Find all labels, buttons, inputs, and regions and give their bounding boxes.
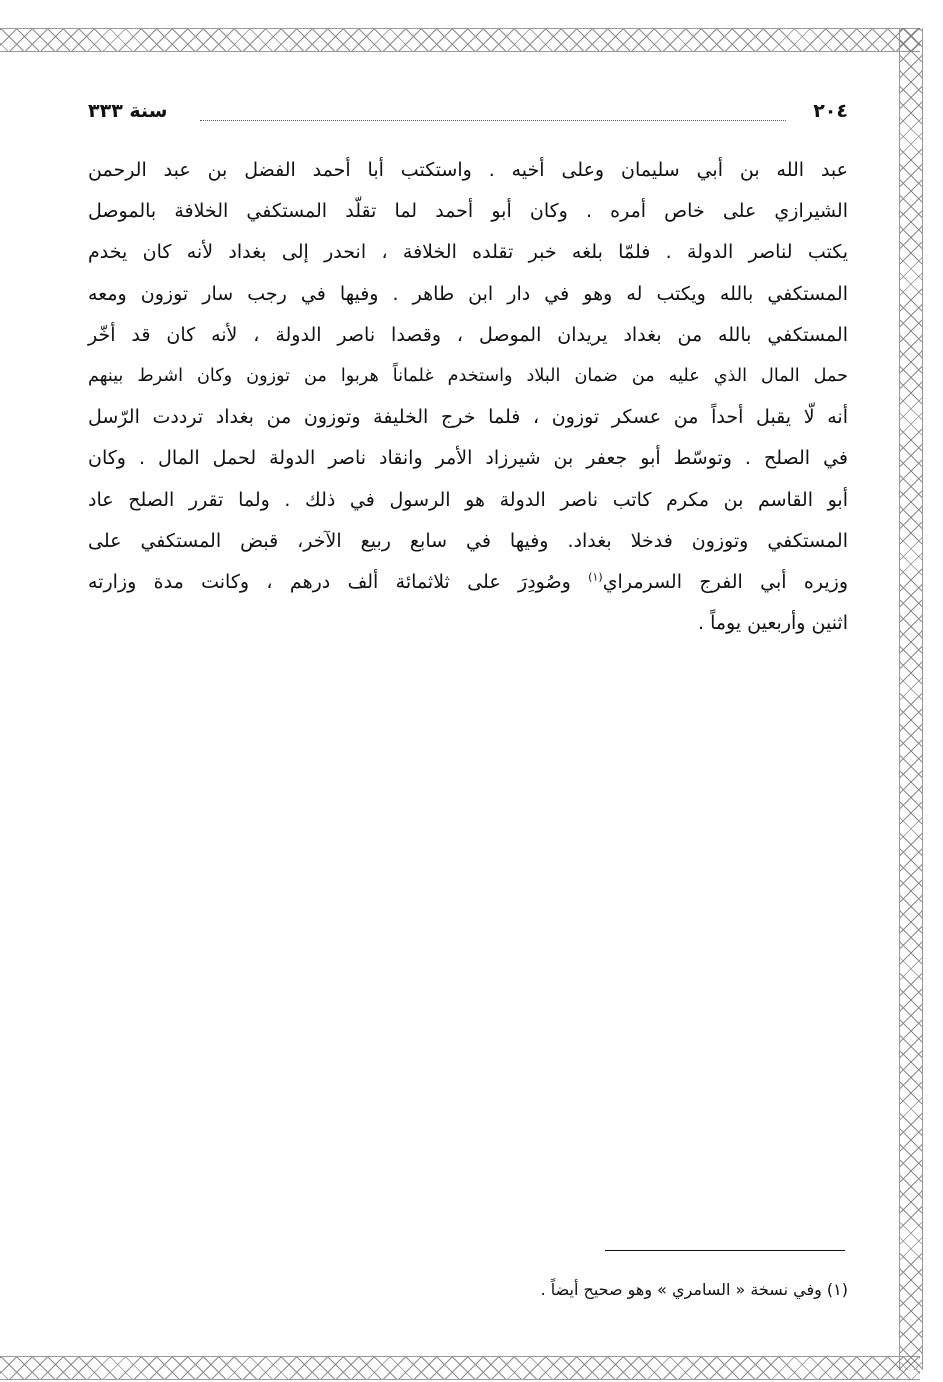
text-line: أنه لّا يقبل أحداً من عسكر توزون ، فلما خرج الخليفة وتوزون من بغداد ترددت الرّسل <box>88 406 848 429</box>
text-line: المستكفي بالله ويكتب له وهو في دار ابن طاهر . وفيها في رجب سار توزون ومعه <box>88 282 848 305</box>
text-line: يكتب لناصر الدولة . فلمّا بلغه خبر تقلده الخلافة ، انحدر إلى بغداد لأنه كان يخدم <box>88 241 848 264</box>
running-header <box>88 100 848 130</box>
text-line-with-footnote <box>88 562 848 603</box>
text-line: اثنين وأربعين يوماً . <box>697 612 848 635</box>
page-number: ٢٠٤ <box>813 100 848 122</box>
text-line: أبو القاسم بن مكرم كاتب ناصر الدولة هو الرسول في ذلك . ولما تقرر الصلح عاد <box>88 488 848 511</box>
text-line: المستكفي بالله من بغداد يريدان الموصل ، وقصدا ناصر الدولة ، لأنه كان قد أخّر <box>88 323 848 346</box>
text-segment: وزيره أبي الفرج السرمراي <box>602 571 848 594</box>
text-line: في الصلح . وتوسّط أبو جعفر بن شيرزاد الأمر وانقاد ناصر الدولة لحمل المال . وكان <box>88 447 848 470</box>
footnote-marker: (١) <box>588 570 603 584</box>
header-dotted-rule <box>200 120 786 121</box>
footnote: (١) وفي نسخة « السامري » وهو صحيح أيضاً . <box>540 1280 848 1299</box>
footnote-separator <box>605 1250 845 1251</box>
decorative-border-bottom <box>0 1356 920 1380</box>
decorative-border-top <box>0 28 920 52</box>
text-line: الشيرازي على خاص أمره . وكان أبو أحمد لما تقلّد المستكفي الخلافة بالموصل <box>88 200 848 223</box>
body-text <box>88 150 848 644</box>
decorative-border-right <box>899 28 923 1370</box>
text-line: حمل المال الذي عليه من ضمان البلاد واستخدم غلماناً هربوا من توزون وكان اشرط بينهم <box>88 366 848 387</box>
text-segment: وصُودِرَ على ثلاثمائة ألف درهم ، وكانت مدة وزارته <box>88 571 571 594</box>
text-line: عبد الله بن أبي سليمان وعلى أخيه . واستكتب أبا أحمد الفضل بن عبد الرحمن <box>88 159 848 181</box>
text-line: المستكفي وتوزون فدخلا بغداد. وفيها في سابع ربيع الآخر، قبض المستكفي على <box>88 529 848 552</box>
year-label: سنة ٣٣٣ <box>88 100 168 122</box>
